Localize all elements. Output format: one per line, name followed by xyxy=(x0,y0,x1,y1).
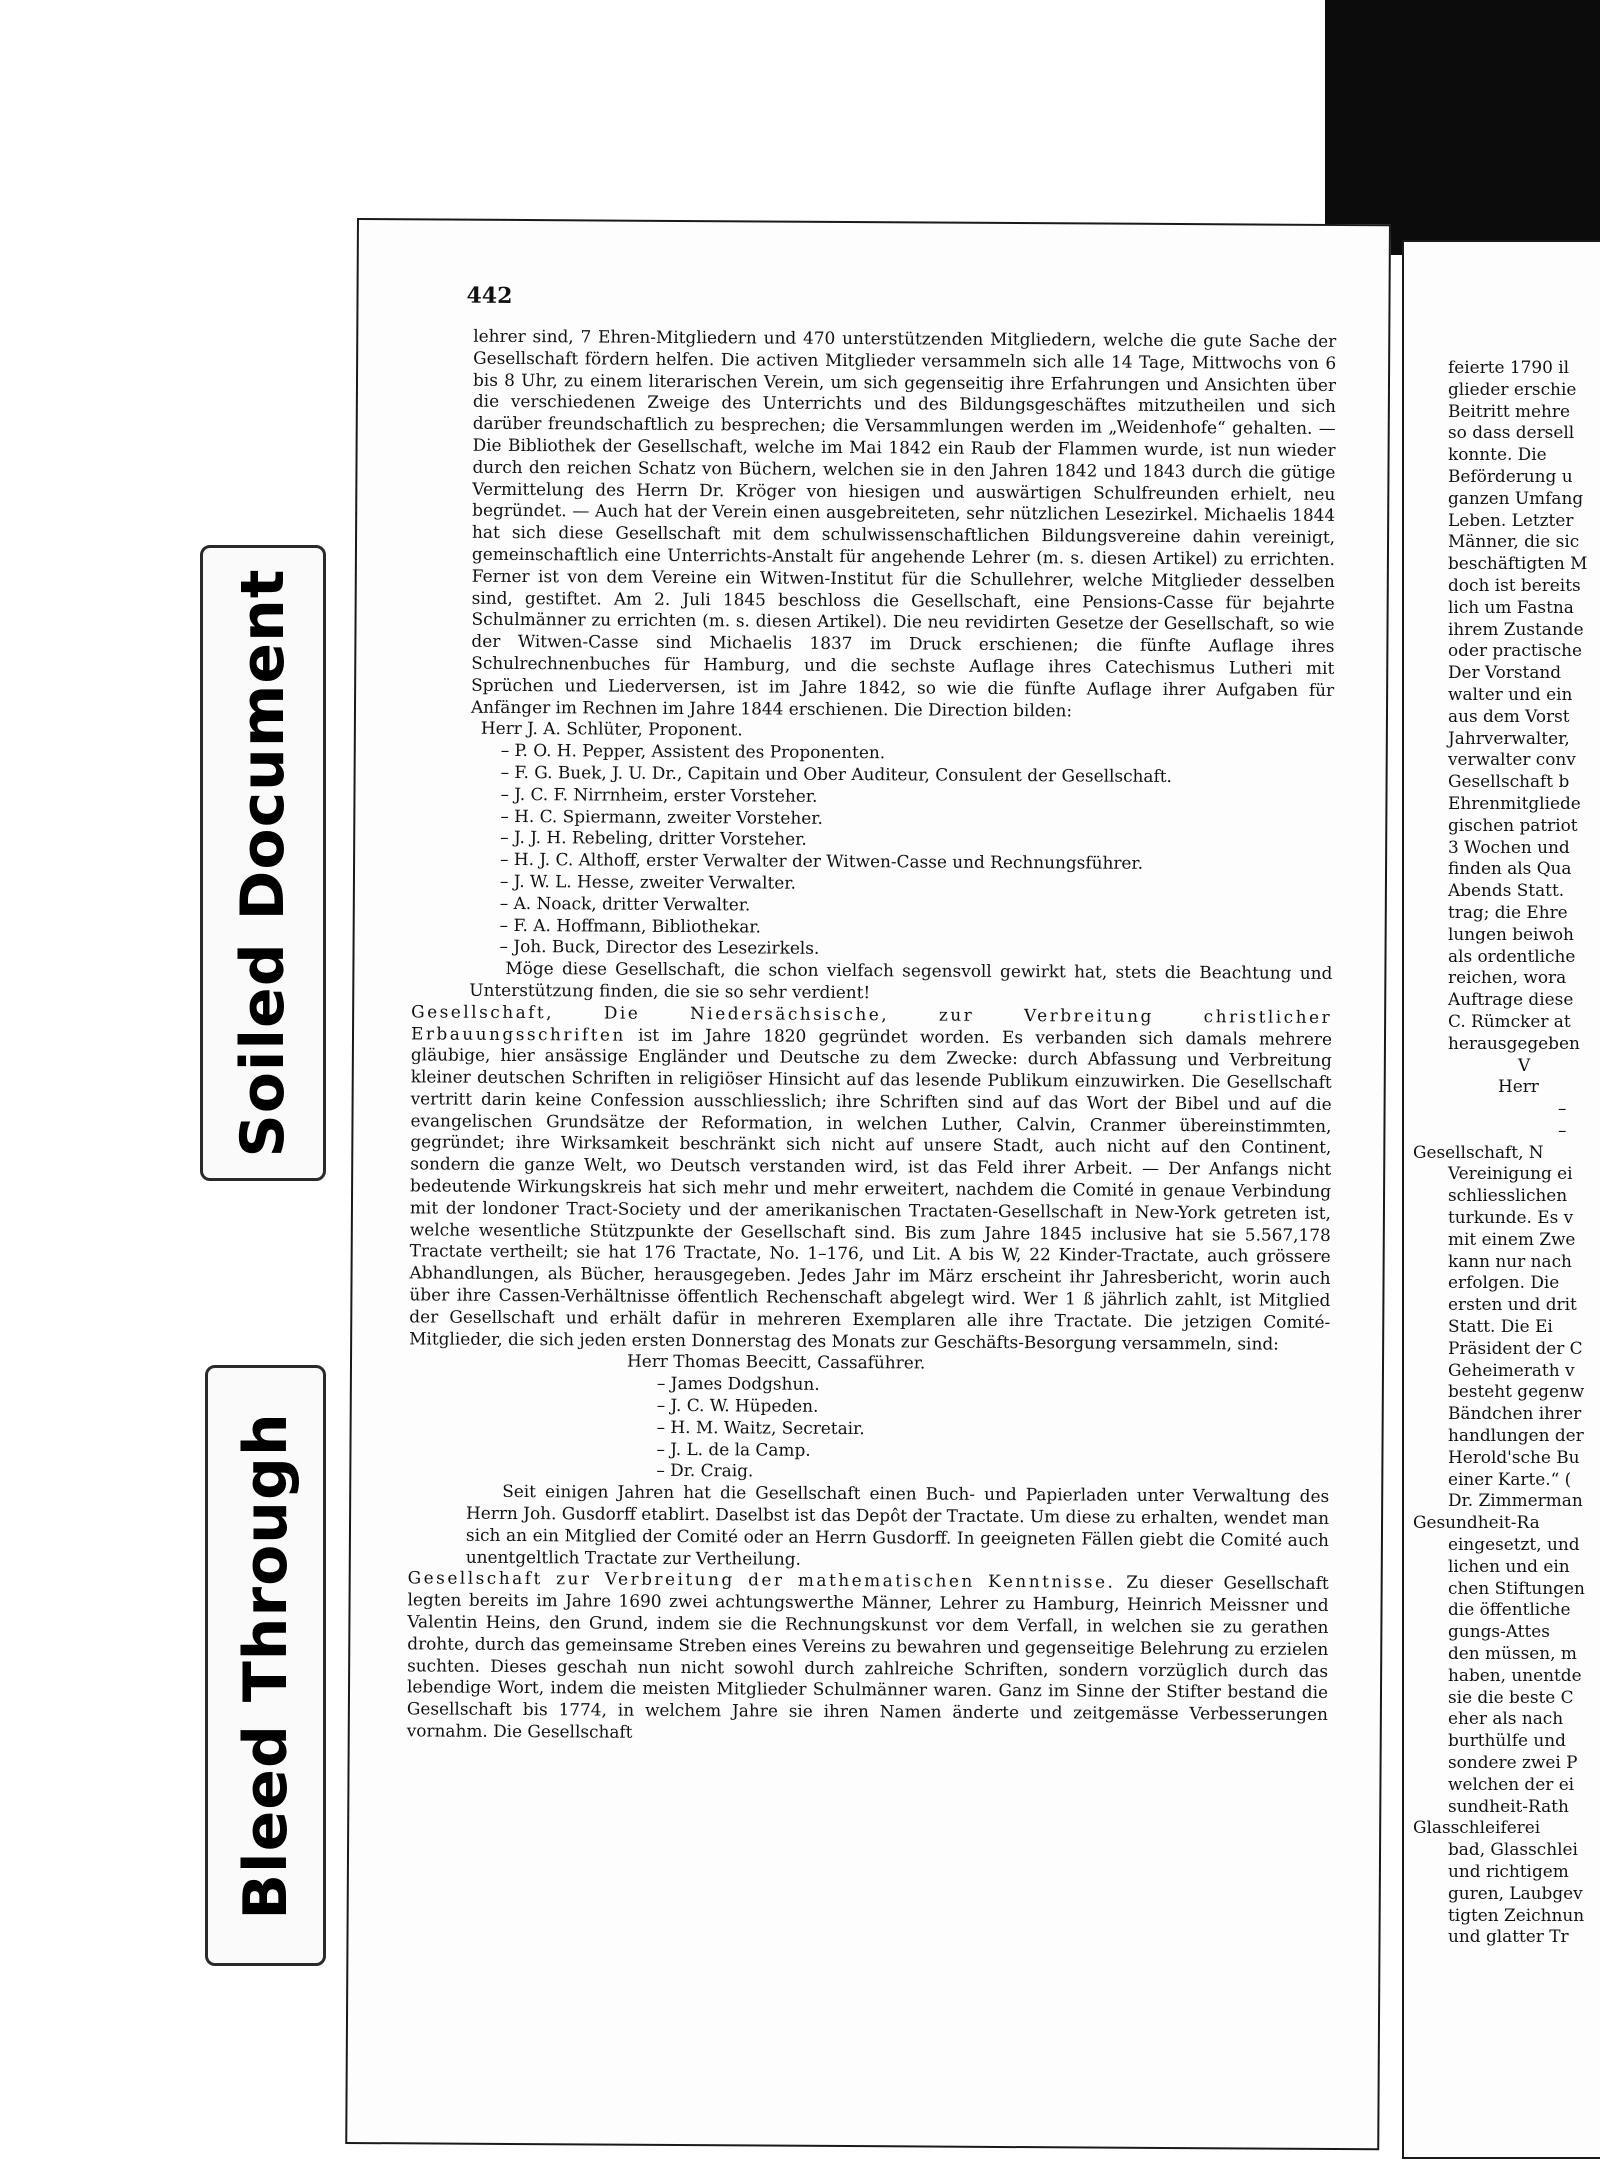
text-line: herausgegeben xyxy=(1448,1032,1580,1053)
scanner-background-strip xyxy=(1325,0,1600,255)
text-line: und richtigem xyxy=(1448,1860,1569,1881)
text-line: den müssen, m xyxy=(1448,1643,1577,1664)
entry-heading: Gesellschaft, Die Niedersächsische, zur Verbreitung christlicher Erbauungsschriften xyxy=(410,1001,1333,1045)
text-line: doch ist bereits xyxy=(1448,574,1581,595)
text-line: ihrem Zustande xyxy=(1448,618,1584,639)
text-line: einer Karte.“ ( xyxy=(1448,1468,1572,1489)
text-line: trag; die Ehre xyxy=(1448,901,1568,922)
text-line: feierte 1790 il xyxy=(1448,357,1570,377)
comite-list xyxy=(466,1350,1330,1486)
page-body xyxy=(406,325,1337,1748)
comite-member: – Dr. Craig. xyxy=(656,1460,754,1481)
text-line: Vereinigung ei xyxy=(1448,1163,1573,1184)
text-line: haben, unentde xyxy=(1448,1664,1582,1685)
entry-text: Zu dieser Gesellschaft legten bereits im Jahre 1690 zwei achtungswerthe Männer, Lehrer zu Hamburg, Heinrich Meissner und Valentin Heins, den Grund, indem sie die Rechnungskunst vor dem Verfall, in welchen sie zu gerathen drohte, durch das gemeinsame Streben eines Vereins zu bewahren und gegenseitige Belehrung zu erzielen suchten. Dieses geschah nun nicht sowohl durch zahlreiche Schriften, sondern vorzüglich durch das lebendige Wort, indem die meisten Mitglieder Schulmänner waren. Ganz im Sinne der Stifter bestand die Gesellschaft bis 1774, in welchem Jahre sie ihren Namen änderte und zeitgemässe Verbesserungen vornahm. Die Gesellschaft xyxy=(406,1572,1329,1742)
text-line: Geheimerath v xyxy=(1448,1359,1575,1380)
direction-member: – J. J. H. Rebeling, dritter Vorsteher. xyxy=(500,827,807,850)
text-line: Beitritt mehre xyxy=(1448,400,1570,421)
text-line: Auftrage diese xyxy=(1448,989,1574,1010)
direction-member: – J. C. F. Nirrnheim, erster Vorsteher. xyxy=(500,783,818,806)
text-line: finden als Qua xyxy=(1448,858,1572,879)
main-page xyxy=(345,218,1391,2150)
text-line: Abends Statt. xyxy=(1448,880,1565,901)
direction-member: Herr J. A. Schlüter, Proponent. xyxy=(480,718,743,740)
text-line: Der Vorstand xyxy=(1448,662,1562,683)
entry-text: ist im Jahre 1820 gegründet worden. Es verbanden sich damals mehrere gläubige, hier ansässige Engländer und Deutsche zu dem Zwecke: durch Abfassung und Verbreitung kleiner deutschen Schriften in religiöser Hinsicht auf das lesende Publikum einzuwirken. Die Gesellschaft vertritt darin keine Confession ausschliesslich; ihre Schriften sind auf das Wort der Bibel und auf die evangelischen Grundsätze der Reformation, in welchen Luther, Calvin, Cranmer übereinstimmten, gegründet; ihre Wirksamkeit beschränkt sich nicht auf unsere Stadt, auch nicht auf den Continent, sondern die ganze Welt, wo Deutsch verstanden wird, ist das Feld ihrer Arbeit. — Der Anfangs nicht bedeutende Wirkungskreis hat sich mehr und mehr erweitert, nachdem die Comité in genaue Verbindung mit der londoner Tract-Society und der amerikanischen Tractaten-Gesellschaft in New-York getreten ist, welche wesentliche Stützpunkte der Gesellschaft sind. Bis zum Jahre 1845 inclusive hat sie 5.567,178 Tractate vertheilt; sie hat 176 Tractate, No. 1–176, und Lit. A bis W, 22 Kinder-Tractate, auch grössere Abhandlungen, als Bücher, herausgegeben. Jedes Jahr im März erscheint ihr Jahresbericht, worin auch über ihre Cassen-Verhältnisse öffentlich Rechenschaft abgelegt wird. Wer 1 ß jährlich zahlt, ist Mitglied der Gesellschaft und erhält dafür in mehreren Exemplaren alle ihre Tractate. Die jetzigen Comité-Mitglieder, die sich jeden ersten Donnerstag des Monats zur Geschäfts-Besorgung versammeln, sind: xyxy=(409,1024,1333,1354)
comite-member: Herr Thomas Beecitt, Cassaführer. xyxy=(626,1351,926,1373)
text-line: Leben. Letzter xyxy=(1448,509,1574,530)
text-line: Dr. Zimmerman xyxy=(1448,1490,1583,1511)
text-line: lich um Fastna xyxy=(1448,596,1574,617)
text-line: reichen, wora xyxy=(1448,967,1567,988)
text-line: als ordentliche xyxy=(1448,945,1576,966)
soiled-document-label xyxy=(200,545,326,1181)
text-line: Statt. Die Ei xyxy=(1448,1316,1553,1337)
direction-member: – A. Noack, dritter Verwalter. xyxy=(499,892,751,915)
text-line: Präsident der C xyxy=(1448,1337,1583,1358)
entry-heading-line: Gesundheit-Ra xyxy=(1413,1512,1540,1533)
text-line: – xyxy=(1558,1098,1567,1119)
text-line: V xyxy=(1518,1054,1531,1075)
direction-member: – Joh. Buck, Director des Lesezirkels. xyxy=(499,936,820,959)
text-line: – xyxy=(1558,1119,1567,1140)
direction-member: – J. W. L. Hesse, zweiter Verwalter. xyxy=(499,870,796,893)
text-line: beschäftigten M xyxy=(1448,553,1588,574)
paragraph-closing-wish: Möge diese Gesellschaft, die schon vielfach segensvoll gewirkt hat, stets die Beachtung und Unterstützung finden, die sie so sehr verdient! xyxy=(469,958,1333,1003)
comite-member: – H. M. Waitz, Secretair. xyxy=(656,1416,865,1438)
text-line: Gesellschaft b xyxy=(1448,771,1570,792)
text-line: gischen patriot xyxy=(1448,814,1578,835)
direction-member: – H. J. C. Althoff, erster Verwalter der Witwen-Casse und Rechnungsführer. xyxy=(500,849,1144,873)
text-line: tigten Zeichnun xyxy=(1448,1904,1585,1925)
text-line: konnte. Die xyxy=(1448,444,1547,465)
page-number: 442 xyxy=(466,282,513,309)
text-line: lichen und ein xyxy=(1448,1555,1570,1576)
entry-mathematische-gesellschaft xyxy=(407,1568,1329,1748)
direction-member: – H. C. Spiermann, zweiter Vorsteher. xyxy=(500,805,823,828)
text-line: chen Stiftungen xyxy=(1448,1577,1585,1598)
text-line: eher als nach xyxy=(1448,1708,1564,1729)
comite-member: – J. L. de la Camp. xyxy=(656,1438,811,1460)
text-line: Herold'sche Bu xyxy=(1448,1446,1580,1467)
text-line: ganzen Umfang xyxy=(1448,487,1584,508)
text-line: sie die beste C xyxy=(1448,1686,1574,1707)
text-line: und glatter Tr xyxy=(1448,1926,1569,1947)
text-line: Männer, die sic xyxy=(1448,531,1580,552)
text-line: burthülfe und xyxy=(1448,1730,1566,1751)
text-line: 3 Wochen und xyxy=(1448,836,1570,857)
soiled-document-text: Soiled Document xyxy=(228,568,298,1158)
text-line: besteht gegenw xyxy=(1448,1381,1585,1402)
text-line: Bändchen ihrer xyxy=(1448,1403,1582,1424)
text-line: erfolgen. Die xyxy=(1448,1272,1560,1293)
text-line: gungs-Attes xyxy=(1448,1621,1550,1642)
text-line: handlungen der xyxy=(1448,1425,1584,1446)
text-line: Jahrverwalter, xyxy=(1448,727,1570,748)
direction-member: – F. A. Hoffmann, Bibliothekar. xyxy=(499,914,761,936)
text-line: Beförderung u xyxy=(1448,465,1573,486)
text-line: sondere zwei P xyxy=(1448,1752,1578,1772)
text-line: welchen der ei xyxy=(1448,1773,1575,1794)
text-line: so dass dersell xyxy=(1448,422,1575,443)
text-line: aus dem Vorst xyxy=(1448,705,1570,726)
direction-member: – P. O. H. Pepper, Assistent des Proponenten. xyxy=(500,740,886,763)
text-line: ersten und drit xyxy=(1448,1294,1577,1315)
text-line: mit einem Zwe xyxy=(1448,1228,1576,1249)
bleed-through-label xyxy=(205,1365,326,1966)
entry-niedersaechsische-gesellschaft xyxy=(409,1001,1332,1355)
text-line: Ehrenmitgliede xyxy=(1448,792,1581,813)
text-line: glieder erschie xyxy=(1448,378,1577,399)
direction-member: – F. G. Buek, J. U. Dr., Capitain und Ober Auditeur, Consulent der Gesellschaft. xyxy=(500,761,1172,786)
text-line: bad, Glasschlei xyxy=(1448,1839,1578,1860)
text-line: eingesetzt, und xyxy=(1448,1534,1580,1555)
facing-page-text xyxy=(1413,357,1600,1948)
comite-member: – J. C. W. Hüpeden. xyxy=(656,1394,819,1416)
text-line: Herr xyxy=(1498,1076,1539,1097)
text-line: sundheit-Rath xyxy=(1448,1795,1569,1816)
entry-heading-line: Glasschleiferei xyxy=(1413,1817,1541,1838)
bleed-through-text: Bleed Through xyxy=(230,1411,301,1920)
text-line: schliesslichen xyxy=(1448,1185,1568,1206)
text-line: die öffentliche xyxy=(1448,1599,1571,1620)
comite-member: – James Dodgshun. xyxy=(656,1373,820,1395)
paragraph-buchladen: Seit einigen Jahren hat die Gesellschaft einen Buch- und Papierladen unter Verwaltung des Herrn Joh. Gusdorff etablirt. Daselbst ist das Depôt der Tractate. Um diese zu erhalten, wendet man sich an ein Mitglied der Comité oder an Herrn Gusdorff. In geeigneten Fällen giebt die Comité auch unentgeltlich Tractate zur Vertheilung. xyxy=(465,1481,1330,1569)
text-line: turkunde. Es v xyxy=(1448,1207,1574,1228)
text-line: walter und ein xyxy=(1448,683,1573,704)
text-line: verwalter conv xyxy=(1448,749,1576,770)
text-line: C. Rümcker at xyxy=(1448,1010,1571,1031)
text-line: oder practische xyxy=(1448,640,1583,661)
entry-heading: Gesellschaft zur Verbreitung der mathematischen Kenntnisse. xyxy=(407,1567,1116,1593)
text-line: guren, Laubgev xyxy=(1448,1882,1583,1903)
text-line: kann nur nach xyxy=(1448,1250,1572,1271)
entry-heading-line: Gesellschaft, N xyxy=(1413,1141,1544,1162)
text-line: lungen beiwoh xyxy=(1448,923,1574,944)
paragraph-schullehrer: lehrer sind, 7 Ehren-Mitgliedern und 470 unterstützenden Mitgliedern, welche die gute Sache der Gesellschaft fördern helfen. Die activen Mitglieder versammeln sich alle 14 Tage, Mittwochs von 6 bis 8 Uhr, zu einem literarischen Verein, um sich gegenseitig ihre Erfahrungen und Ansichten über die verschiedenen Zweige des Unterrichts und des Bildungsgeschäftes mitzutheilen und sich darüber freundschaftlich zu besprechen; die Versammlungen werden im „Weidenhofe“ gehalten. — Die Bibliothek der Gesellschaft, welche im Mai 1842 ein Raub der Flammen wurde, ist nun wieder durch den reichen Schatz von Büchern, welchen sie in den Jahren 1842 und 1843 durch die gütige Vermittelung des Herrn Dr. Kröger von hiesigen und auswärtigen Schulfreunden erhielt, neu begründet. — Auch hat der Verein einen ausgebreiteten, sehr nützlichen Lesezirkel. Michaelis 1844 hat sich diese Gesellschaft mit dem schulwissenschaftlichen Bildungsvereine dahin vereinigt, gemeinschaftlich eine Unterrichts-Anstalt für angehende Lehrer (m. s. diesen Artikel) zu errichten. Ferner ist von dem Vereine ein Witwen-Institut für die Schullehrer, welche Mitglieder desselben sind, gestiftet. Am 2. Juli 1845 beschloss die Gesellschaft, eine Pensions-Casse für bejahrte Schulmänner zu errichten (m. s. diesen Artikel). Die neu revidirten Gesetze der Gesellschaft, so wie der Witwen-Casse sind Michaelis 1837 im Druck erschienen; die fünfte Auflage ihres Schulrechnenbuches für Hamburg, und die sechste Auflage ihres Catechismus Lutheri mit Sprüchen und Liederversen, ist im Jahre 1842, so wie die fünfte Auflage ihrer Aufgaben für Anfänger im Rechnen im Jahre 1844 erschienen. Die Direction bilden: xyxy=(470,325,1337,720)
facing-page xyxy=(1402,240,1600,2159)
direction-list xyxy=(469,718,1333,963)
